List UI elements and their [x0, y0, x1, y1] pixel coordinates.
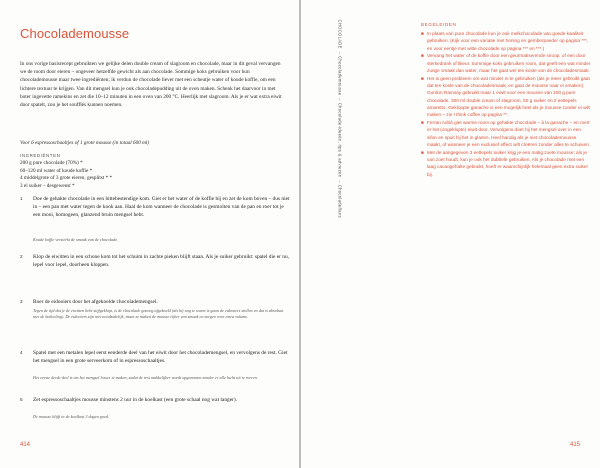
bullet-icon: ■ [421, 149, 424, 155]
bullet-icon: ■ [421, 120, 424, 126]
step-note: Het eerste derde deel is om het mengsel losser te maken, zodat de rest makkelijker wordt opgenomen zonder er alle lucht uit te roeren. [33, 375, 258, 380]
running-head-text: CHOCOLADE → Chocolademousse → Chocolade-ideeën, tips & adviezen → Chocoladeflans [337, 19, 343, 218]
step-text: Roer de eidooiers door het afgekoelde chocolademengsel. [33, 299, 158, 305]
right-page [301, 0, 600, 468]
step-note: Koude koffie versterkt de smaak van de chocolade. [33, 237, 119, 242]
step-note: Tegen de tijd dat je de eiwitten hebt stijfgeklopt, is de chocolade genoeg afgekoeld (als hij nog te warm is gaan de eidooiers stollen en dat is absoluut niet de bedoeling). De eidooiers zijn niet noodzakelijk, maar ze maken de mousse rijker van smaak en zorgen voor extra volume. [33, 308, 284, 320]
ingredient-item: 60–120 ml water of koude koffie * [20, 167, 93, 174]
recipe-title: Chocolademousse [20, 26, 130, 41]
bullet-icon: ■ [421, 31, 424, 36]
tip-item [421, 52, 591, 74]
tip-item [421, 119, 591, 148]
step-text: Doe de gehakte chocolade in een hittebestendige kom. Giet er het water of de koffie bij en zet de kom boven – dus niet in – een pan met water tegen de kook aan. Haal de kom wanneer de chocolade is gesmolten van de pan en roer tot je een mooi, homogeen, glanzend bruin mengsel hebt. [33, 196, 290, 219]
page-number-left: 414 [20, 442, 31, 448]
intro-paragraph: In ons vorige basisrecept gebruikten we gelijke delen double cream of slagroom en chocolade, maar in dit geval vervangen we de room door eieren – ongeveer hetzelfde gewicht als aan chocolade. Sommige koks gebruiken voor hun chocolademousse maar twee ingrediënten; ik verdun de chocolade liever met een scheutje water of koude koffie, om een lichtere textuur te krijgen. Van dit mengsel kun je ook chocoladepudding uit de oven maken. Schenk het daarvoor in met boter ingevette ramekins en zet die 10–12 minuten in een oven van 200 °C. Heerlijk met slagroom. Als je er wat extra eiwit door spatelt, zou je het soufflés kunnen noemen. [20, 61, 282, 109]
ingredient-item: 200 g pure chocolade (70%) * [20, 160, 83, 166]
tip-text: In plaats van pure chocolade kun je ook melkchocolade van goede kwaliteit gebruiken. (Kijk voor een variatie met honing en gemberpoeder op pagina ***, en voor eentje met witte chocolade op pagina *** en ***.) [427, 31, 589, 51]
tip-text: Vervang het water of de koffie door een geurmatiserende siroop, of een door sterkedrank of likeur. Sommige koks gebruiken room, dat geeft een wat minder zurige smaak dan water, maar het gaat wel ten koste van de chocoladesmaak. [427, 53, 591, 73]
bullet-icon: ■ [421, 75, 424, 81]
tip-text: Ferran Adrià giet warme room op gehakte chocolade – à la ganache – en roert er het (ongeklopte) eiwit door. Vervolgens doet hij het mengsel over in een sifon en spuit hij het in glazen. Heel handig als je niet chocolademousse maakt, of wanneer je een exclusief effect wilt creëren zonder alles te schuiven. [427, 120, 591, 147]
servings-line: Voor 6 espressoschaaltjes of 1 grote mousse (in totaal 600 ml) [20, 140, 150, 146]
ingredients-heading: INGREDIËNTEN [20, 153, 61, 158]
step-number: 5 [20, 397, 23, 402]
page-number-right: 415 [569, 442, 580, 448]
tips-list [421, 30, 591, 178]
step-number: 2 [20, 254, 23, 259]
running-head [335, 19, 343, 282]
step-number: 4 [20, 350, 23, 355]
tip-text: Met de aangegeven 3 eetlepels suiker krijg je een matig zoete mousse; als je van zoet houdt, kun je ook het dubbele gebruiken. Als je chocolade met een laag cacaogehalte gebruikt, hoeft er waarschijnlijk helemaal geen extra suiker bij. [427, 149, 589, 177]
bullet-icon: ■ [421, 53, 424, 59]
ingredient-item: 3 el suiker – desgewenst * [20, 182, 75, 189]
step-text: Spatel met een metalen lepel eerst eenderde deel van het eiwit door het chocolademengsel, en vervolgens de rest. Giet het mengsel in een grote serveerkom of in espressoschaaltjes. [33, 350, 288, 365]
tip-item [421, 30, 591, 52]
ingredients-list [20, 160, 220, 190]
left-page [0, 0, 299, 468]
step-note: De mousse blijft in de koelkast 3 dagen goed. [33, 414, 109, 419]
step-number: 3 [20, 299, 23, 304]
tips-heading: BEGELEIDEN [421, 22, 457, 27]
step-text: Klop de eiwitten in een schone kom tot het schuim in zachte pieken blijft staan. Als je suiker gebruikt: spatel die er nu, lepel voor lepel, doorheen kloppen. [33, 254, 289, 269]
ingredient-item: 4 middelgrote of 3 grote eieren, gesplitst * * [20, 175, 113, 182]
step-number: 1 [20, 196, 23, 201]
tip-text: Het is geen probleem om wat minder ei te gebruiken (als je meer gebruikt gaat dat ten koste van de chocoladesmaak, en gaat de mousse naar ei smaken). Gordon Ramsay gebruikt maar 1 eiwit voor een mousse van 100 g pure chocolade, 300 ml double cream of slagroom, 50 g suiker en 2 eetlepels amaretto. Gekloppte ganache is een mogelijk heel als je mousse zonder ei wilt maken – zie I think coffee op pagina **. [427, 75, 590, 118]
tip-item [421, 149, 591, 178]
step-text: Zet espressoschaaltjes mousse minstens 2 uur in de koelkast (een grote schaal nog wat langer). [33, 397, 238, 403]
tip-item [421, 75, 591, 119]
